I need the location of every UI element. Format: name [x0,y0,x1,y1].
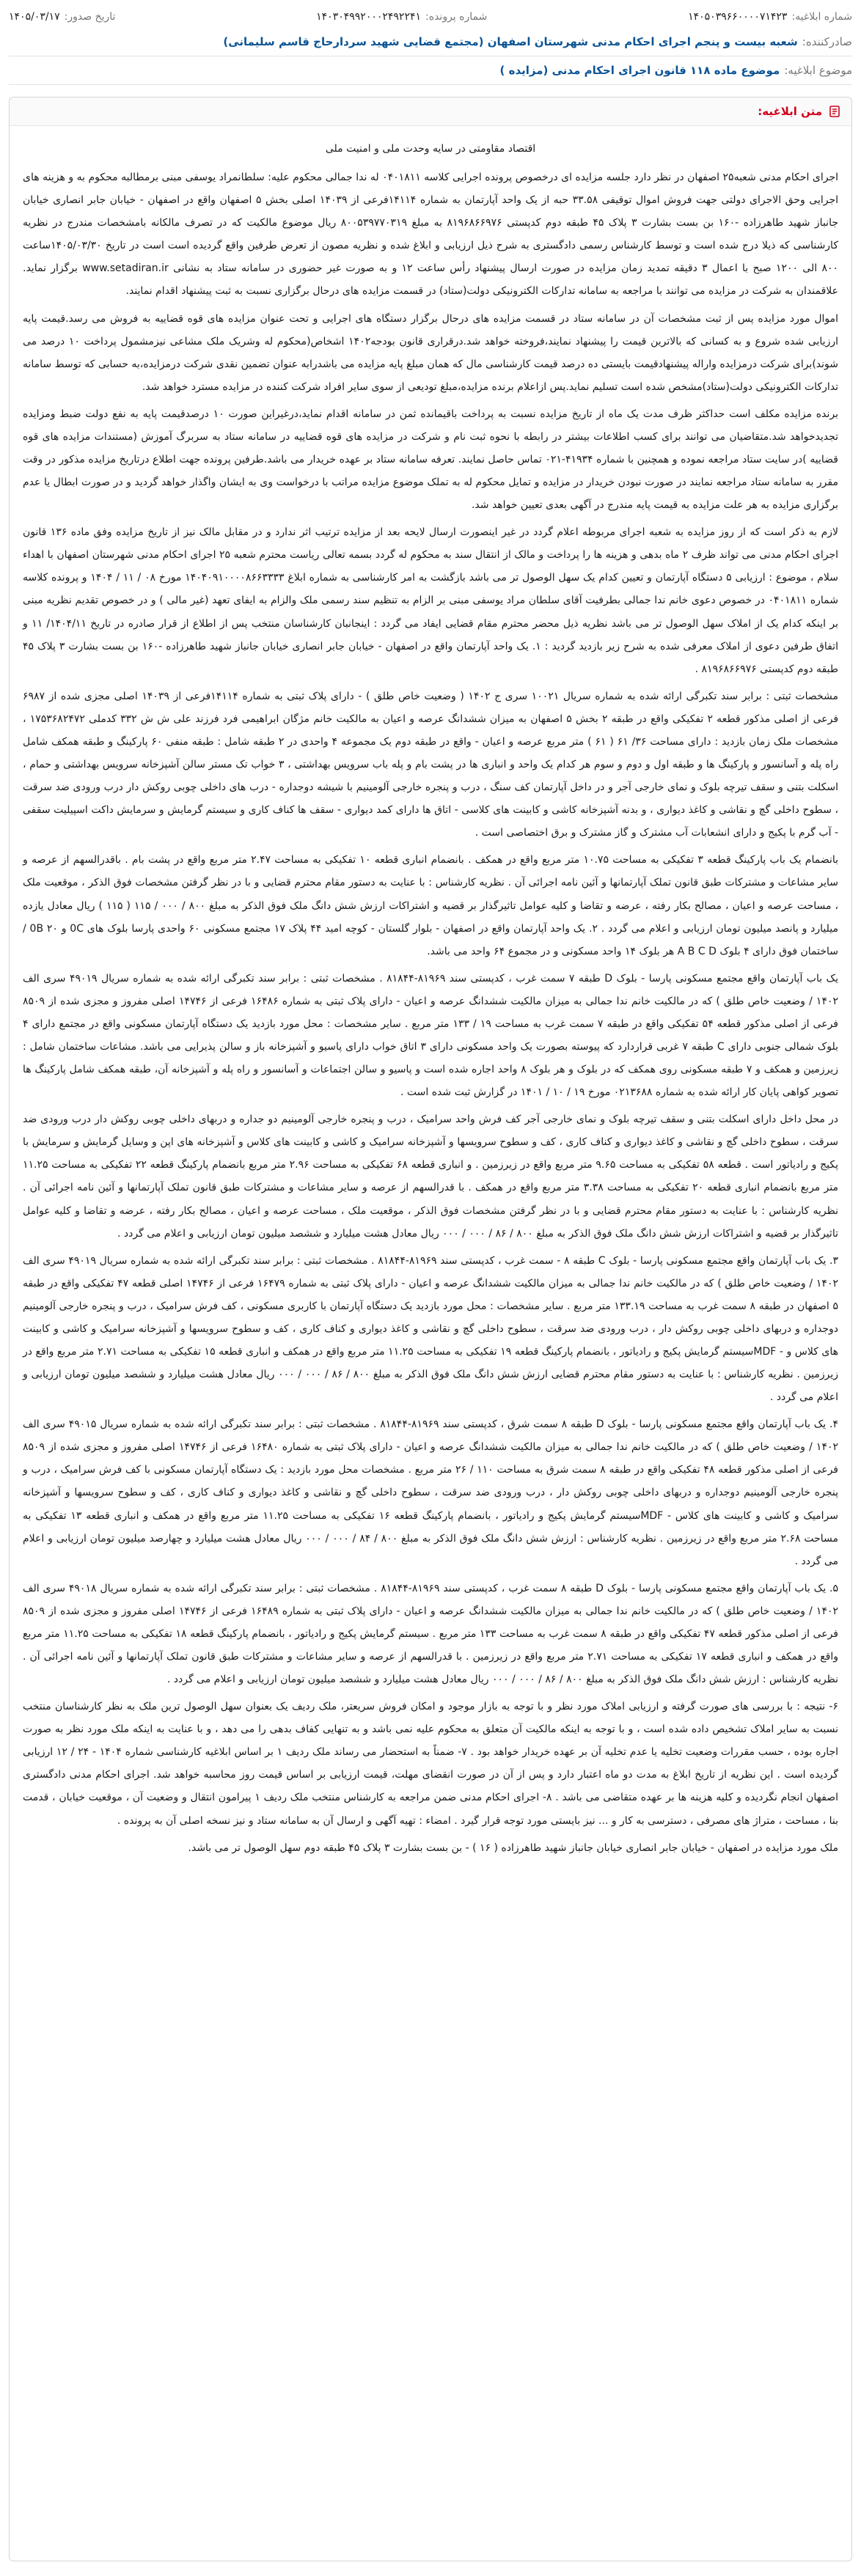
notice-text-body [10,126,851,1876]
paragraph: یک باب آپارتمان واقع مجتمع مسکونی پارسا - بلوک D طبقه ۷ سمت غرب ، کدپستی سند ۸۱۹۶۹-۸۱۸۴۴ . مشخصات ثبتی : برابر سند تکبرگی ارائه شده به شماره سریال ۴۹۰۱۹ سری الف ۱۴۰۲ / وضعیت خاص طلق ) که در مالکیت خانم ندا جمالی به میزان مالکیت ششدانگ عرصه و اعیان - دارای پلاک ثبتی به شماره ۱۶۴۸۶ فرعی از ۱۴۷۴۶ اصلی مفروز و مجزی شده از ۸۵۰۹ فرعی از اصلی مذکور قطعه ۵۴ تفکیکی واقع در طبقه ۷ سمت غرب به مساحت ۱۹ / ۱۳۳ متر مربع . سایر مشخصات : محل مورد بازدید یک دستگاه آپارتمان مسکونی واقع در مجتمع دارای ۴ بلوک شمالی جنوبی دارای C طبقه ۷ غربی قراردارد که پیوسته بصورت یک واحد مسکونی دارای ۳ اتاق خواب دارای پاسیو و آشپزخانه باز و سالن پذیرایی می باشد. مشاعات ساختمان شامل : زیرزمین و همکف و ۷ طبقه مسکونی روی همکف که در بلوک و هر بلوک ۸ واحد اجاره شده است و پاسیو و سالن اجتماعات و آسانسور و راه پله و آشپزخانه آن، طبقه همکف شامل پارکینگ ها تصویر کواهی پایان کار ارائه شده به شماره ۰۲۱۳۶۸۸ مورخ ۱۹ / ۱۰ / ۱۴۰۱ در گزارش ثبت شده است . [23,972,838,1099]
issuer-row [9,28,852,56]
notice-text-card [9,97,852,2561]
paragraph: اجرای احکام مدنی شعبه۲۵ اصفهان در نظر دارد جلسه مزایده ای درخصوص پرونده اجرایی کلاسه ۰۴۰۱۸۱۱ له ندا جمالی محکوم علیه: سلطانمراد یوسفی مبنی برمطالبه محکوم به و هزینه های اجرایی وحق الاجرای دولتی جهت فروش اموال توقیفی ۳۳.۵۸ حبه از یک واحد آپارتمان به شماره ۱۴۱۱۴فرعی از ۱۴۰۳۹ اصلی بخش ۵ اصفهان واقع در اصفهان - خیابان جابر انصاری خیابان جانباز شهید طاهرزاده -۱۶۰ بن بست بشارت ۳ پلاک ۴۵ طبقه دوم کدپستی ۸۱۹۶۸۶۶۹۷۶ به مبلغ ۸۰۰۵۳۹۷۷۰۳۱۹ ریال موضوع مالکیت که در تصرف مالکانه بامشخصات مندرج در نظریه کارشناسی که ذیلا درج شده است و توسط کارشناس رسمی دادگستری به شرح ذیل ارزیابی و ابلاغ شده و نظریه مصون از تعرض طرفین واقع گردیده است است در تاریخ ۱۴۰۵/۰۳/۳۰ساعت ۸۰۰ الی ۱۲۰۰ صبح با اعمال ۳ دقیقه تمدید زمان مزایده در صورت ارسال پیشنهاد رأس ساعت ۱۲ و به صورت غیر حضوری در سامانه ستاد به نشانی www.setadiran.ir برگزار نماید. علاقمندان به شرکت در مزایده می توانند با مراجعه به سامانه تدارکات الکترونیکی دولت(ستاد) در قسمت مزایده های درحال برگزاری نسبت به ثبت پیشنهاد اقدام نمایند. [23,172,839,298]
notice-text-header [10,97,851,126]
subject-row [9,56,852,85]
paragraph: مشخصات ثبتی : برابر سند تکبرگی ارائه شده به شماره سریال ۱۰۰۲۱ سری ج ۱۴۰۲ ( وضعیت خاص طلق ) - دارای پلاک ثبتی به شماره ۱۴۱۱۴فرعی از ۱۴۰۳۹ اصلی مجزی شده از ۶۹۸۷ فرعی از اصلی مذکور قطعه ۲ تفکیکی واقع در طبقه ۲ بخش ۵ اصفهان به میزان ششدانگ عرصه و اعیان به مالکیت خانم مژگان ابراهیمی فرد فرزند علی ش ش ۳۳۲ کدملی ۱۷۵۳۶۸۲۴۷۲ ، مشخصات ملک زمان بازدید : دارای مساحت ۳۶/ ۶۱ ( ۶۱ ) متر مربع عرصه و اعیان - واقع در طبقه دوم یک مجموعه ۴ واحدی در ۲ طبقه شامل : طبقه منفی ۶۰ پارکینگ و طبقه همکف شامل راه پله و آسانسور و پارکینگ ها و طبقه اول و دوم و سوم هر کدام یک واحد و انباری ها در پشت بام و پله باب سرویس بهداشتی ، ۳ خواب تک مستر سالن آشپزخانه سرویس بهداشتی و حمام ، اسکلت بتنی و سقف تیرچه بلوک و نمای خارجی آجر و در داخل آپارتمان کف سنگ ، درب و پنجره خارجی آلومینیم با شیشه دوجداره - درب های داخلی چوبی روکش دار درب ورودی ضد سرقت ، سطوح داخلی گچ و نقاشی و کاغذ دیواری ، و بدنه آشپزخانه کاشی و کابینت های کلاسی - اتاق ها دارای کمد دیواری - سقف ها کناف کاری و سیستم گرمایش و سرمایش داکت اسپیلیت سقفی - آب گرم با پکیج و دارای انشعابات آب مشترک و گاز مشترک و برق اختصاصی است . [23,690,839,839]
paragraph: لازم به ذکر است که از روز مزایده به شعبه اجرای مربوطه اعلام گردد در غیر اینصورت ارسال لایحه بعد از مزایده ترتیب اثر ندارد و در مقابل مالک نیز از تاریخ مزایده وفق ماده ۱۳۶ قانون اجرای احکام مدنی می تواند ظرف ۲ ماه بدهی و هزینه ها را پرداخت و مالک از انتقال سند به محکوم له گردد بسمه تعالی ریاست محترم شعبه ۲۵ اجرای احکام مدنی شهرستان اصفهان با اهداء سلام ، موضوع : ارزیابی ۵ دستگاه آپارتمان و تعیین کدام یک سهل الوصول تر می باشد بازگشت به امر کارشناسی به شماره ابلاغ ۱۴۰۴۰۹۱۰۰۰۰۸۶۶۳۳۳۳ مورخ ۰۸ / ۱۱ / ۱۴۰۴ و پرونده کلاسه شماره ۰۴۰۱۸۱۱ در خصوص دعوی خانم ندا جمالی بطرفیت آقای سلطان مراد یوسفی مبنی بر الزام به تنظیم سند رسمی ملک والزام به ایفای تعهد (غیر مالی ) و در خصوص تقدیم نظریه مبنی بر اینکه کدام یک از املاک سهل الوصول تر می باشد نظریه ذیل محضر محترم مقام قضایی ایفاد می گردد : اینجانبان کارشناسان منتخب پس از اطلاع از قرار صادره در تاریخ ۱۴۰۴/۱۱/ ۱۱ و اتفاق طرفین دعوی از املاک معرفی شده به شرح زیر بازدید گردید : ۱. یک واحد آپارتمان واقع در اصفهان - خیابان جابر انصاری خیابان جانباز شهید طاهرزاده -۱۶۰ بن بست بشارت ۳ پلاک ۴۵ طبقه دوم کدپستی ۸۱۹۶۸۶۶۹۷۶ . [23,526,839,675]
paragraph: اموال مورد مزایده پس از ثبت مشخصات آن در سامانه ستاد در قسمت مزایده های درحال برگزار دستگاه های اجرایی و تحت عنوان مزایده های قوه قضاییه به فروش می رسد.قیمت پایه ارزیابی شده شروع و به کسانی که بالاترین قیمت را پیشنهاد نمایند،فروخته خواهد شد.درقراری قانون بودجه۱۴۰۲ اشخاص(محکوم له وشریک ملک مشاعی نیزمشمول پرداخت ۱۰ درصد می شوند)برای شرکت درمزایده واراله پیشنهادقیمت بایستی ده درصد قیمت کارشناسی مال که همان مبلغ پایه مزایده می باشدرابه عنوان تضمین نقدی شرکت درمزایده،به حسابی که توسط سامانه تدارکات الکترونیکی دولت(ستاد)مشخص شده است تسلیم نماید.پس ازاعلام برنده مزایده،مبلغ تودیعی از سوی سایر افراد شرکت کننده در مزایده مسترد خواهد شد. [23,312,838,393]
subject-value: موضوع ماده ۱۱۸ قانون اجرای احکام مدنی (مزایده ) [499,64,780,77]
paragraph: ۵. یک باب آپارتمان واقع مجتمع مسکونی پارسا - بلوک D طبقه ۸ سمت غرب ، کدپستی سند ۸۱۹۶۹-۸۱۸۴۴ . مشخصات ثبتی : برابر سند تکبرگی ارائه شده به شماره سریال ۴۹۰۱۸ سری الف ۱۴۰۲ / وضعیت خاص طلق ) که در مالکیت خانم ندا جمالی به میزان مالکیت ششدانگ عرصه و اعیان - دارای پلاک ثبتی به شماره ۱۶۴۸۹ فرعی از ۱۴۷۴۶ اصلی مفروز و مجزی شده از ۸۵۰۹ فرعی از اصلی مذکور قطعه ۴۷ تفکیکی واقع در طبقه ۸ سمت غرب به مساحت ۱۳۳ متر مربع . سیستم گرمایش پکیج و رادیاتور ، بانضمام پارکینگ قطعه ۱۸ تفکیکی به مساحت ۱۱.۲۵ متر مربع واقع در همکف و انباری قطعه ۱۷ تفکیکی به مساحت ۲.۷۱ متر مربع واقع در زیرزمین . با قدرالسهم از عرصه و سایر مشاعات و مشترکات طبق قانون تملک آپارتمانها و آئین نامه اجرائی آن . نظریه کارشناس : ارزش شش دانگ ملک فوق الذکر به مبلغ ۸۰۰ / ۸۶ / ۰۰۰ / ۰۰۰ ریال معادل هشت میلیارد و ششصد میلیون تومان ارزیابی و اعلام می گردد . [23,1582,839,1686]
paragraph: ۶- نتیجه : با بررسی های صورت گرفته و ارزیابی املاک مورد نظر و با توجه به بازار موجود و امکان فروش سریعتر، ملک ردیف یک بعنوان سهل الوصول ترین ملک به نظر کارشناسان منتخب نسبت به سایر املاک تشخیص داده شده است ، و با توجه به اینکه مالکیت آن متعلق به محکوم علیه نمی باشد و به تنهایی کفاف بدهی را می دهد ، و با عنایت به اینکه ملک مورد نظر به صورت اجاره بوده ، حسب مقررات وضعیت تخلیه یا عدم تخلیه آن بر عهده خریدار خواهد بود . ۷- ضمناً به استحضار می رساند ملک ردیف ۱ بر اساس ابلاغیه کارشناسی شماره ۱۴۰۴ - ۲۴ / ۱۲ ارزیابی گردیده است . این نظریه از تاریخ ابلاغ به مدت دو ماه اعتبار دارد و پس از آن در صورت انقضای مهلت، قیمت ارزیابی بر اساس قیمت روز محاسبه خواهد شد. اجرای احکام مدنی دادگستری اصفهان انجام نگردیده و کلیه هزینه ها بر عهده متقاضی می باشد . ۸- اجرای احکام مدنی ضمن مراجعه به کارشناس منتخب ملک ردیف ۱ پیرامون انتقال و وضعیت آن ، موقعیت خیابان ، قدمت بنا ، مساحت ، متراژ های مصرفی ، دسترسی به کار و ... نیز بایستی مورد توجه قرار گیرد . امضاء : تهیه آگهی و ارسال آن به سامانه ستاد و نیز نسخه اصلی آن به پرونده . [23,1701,839,1827]
notice-number-value: ۱۴۰۵۰۳۹۶۶۰۰۰۰۷۱۴۲۳ [688,11,788,23]
paragraph: بانضمام یک باب پارکینگ قطعه ۳ تفکیکی به مساحت ۱۰.۷۵ متر مربع واقع در همکف . بانضمام انباری قطعه ۱۰ تفکیکی به مساحت ۲.۴۷ متر مربع واقع در پشت بام . باقدرالسهم از عرصه و سایر مشاعات و مشترکات طبق قانون تملک آپارتمانها و آئین نامه اجرائی آن . نظریه کارشناس : با عنایت به دستور مقام محترم قضایی و با در نظر گرفتن مشخصات فوق الذکر ، موقعیت ملک ، مساحت عرصه و اعیان ، مصالح بکار رفته ، عرضه و تقاضا و کلیه عوامل تاثیرگذار بر قضیه و اشتراکات ارزش شش دانگ ملک فوق الذکر به مبلغ ۸۰۰ / ۰۰۰ / ۱۱۵ ( ۱۱۵ ) ریال معادل یازده میلیارد و پانصد میلیون تومان ارزیابی و اعلام می گردد . ۲. یک واحد آپارتمان واقع در اصفهان - بلوار گلستان - کوچه امید ۴۴ پلاک ۱۷ مجتمع مسکونی ۶۰ واحدی پارسا بلوک های 0C و 0B ۲۰ / ساختمان فوق دارای ۴ بلوک A B C D هر بلوک ۱۴ واحد مسکونی و در مجموع ۶۴ واحد می باشد. [23,854,839,957]
case-number-value: ۱۴۰۳۰۴۹۹۲۰۰۰۲۴۹۲۲۴۱ [316,11,422,23]
paragraph: ۴. یک باب آپارتمان واقع مجتمع مسکونی پارسا - بلوک D طبقه ۸ سمت شرق ، کدپستی سند ۸۱۹۶۹-۸۱۸۴۴ . مشخصات ثبتی : برابر سند تکبرگی ارائه شده به شماره سریال ۴۹۰۱۵ سری الف ۱۴۰۲ / وضعیت خاص طلق ) که در مالکیت خانم ندا جمالی به میزان مالکیت ششدانگ عرصه و اعیان - دارای پلاک ثبتی به شماره ۱۶۴۸۰ فرعی از ۱۴۷۴۶ اصلی مفروز و مجزی شده از ۸۵۰۹ فرعی از اصلی مذکور قطعه ۴۸ تفکیکی واقع در طبقه ۸ سمت شرق به مساحت ۱۱۰ / ۲۶ متر مربع . مشخصات محل مورد بازدید : یک دستگاه آپارتمان مسکونی با کف فرش سرامیک ، درب و پنجره خارجی آلومینیم دوجداره و دربهای داخلی چوبی روکش دار ، درب ورودی ضد سرقت ، سطوح داخلی گچ و نقاشی و کاغذ دیواری و کناف کاری ، کف و سطوح سرویسها و آشپزخانه سرامیک و کاشی و کابینت های کلاس - MDFسیستم گرمایش پکیج و رادیاتور ، بانضمام پارکینگ قطعه ۱۶ تفکیکی به مساحت ۱۱.۲۵ متر مربع واقع در همکف و انباری قطعه ۱۳ تفکیکی به مساحت ۲.۶۸ متر مربع واقع در زیرزمین . نظریه کارشناس : ارزش شش دانگ ملک فوق الذکر به مبلغ ۸۰۰ / ۸۴ / ۰۰۰ / ۰۰۰ ریال معادل هشت میلیارد و چهارصد میلیون تومان ارزیابی و اعلام می گردد . [23,1418,839,1567]
issue-date-value: ۱۴۰۵/۰۳/۱۷ [9,11,60,23]
notice-meta [9,6,852,28]
notice-page [9,0,852,2561]
issue-date [9,11,115,23]
case-number-label: شماره پرونده: [425,11,488,23]
document-icon [828,105,841,118]
notice-text-title: متن ابلاغیه: [758,105,822,118]
notice-number [688,11,852,23]
paragraph: ملک مورد مزایده در اصفهان - خیابان جابر انصاری خیابان جانباز شهید طاهرزاده ( ۱۶ ) - بن بست بشارت ۳ پلاک ۴۵ طبقه دوم سهل الوصول تر می باشد. [188,1841,838,1854]
issuer-label: صادرکننده: [802,35,852,48]
paragraph: برنده مزایده مکلف است حداکثر ظرف مدت یک ماه از تاریخ مزایده نسبت به پرداخت باقیمانده ثمن در سامانه اقدام نماید،درغیراین صورت ۱۰ درصدقیمت پایه به نفع دولت ضبط ومزایده تجدیدخواهد شد.متقاضیان می توانند برای کسب اطلاعات بیشتر در رابطه با نحوه ثبت نام و شرکت در مزایده های قوه قضاییه در سامانه ستاد به سربرگ آموزش (مستندات مزایده های قوه قضاییه )در سایت ستاد مراجعه نموده و همچنین با شماره ۴۱۹۳۴-۰۲۱ تماس حاصل نمایند. تعرفه سامانه ستاد بر عهده خریدار می باشد.طرفین پرونده جهت اطلاع درتاریخ مزایده مذکور در وقت مقرر به سامانه ستاد مراجعه نمایند در صورت نبودن خریدار در مزایده و تمایل محکوم له به تملک موضوع مزایده مراتب با درخواست وی به ایشان واگذار خواهد گردید و در صورت ابطال یا عدم برگزاری مزایده به هر علت مزایده به قیمت پایه مندرج در آگهی بعدی تعیین خواهد شد. [23,408,839,512]
issue-date-label: تاریخ صدور: [64,11,116,23]
notice-number-label: شماره ابلاغیه: [791,11,852,23]
case-number [316,11,487,23]
issuer-value: شعبه بیست و پنجم اجرای احکام مدنی شهرستان اصفهان (مجتمع قضایی شهید سردار‌حاج قاسم سلیمانی) [223,35,798,48]
subject-label: موضوع ابلاغیه: [784,64,852,77]
intro-line: اقتصاد مقاومتی در سایه وحدت ملی و امنیت ملی [325,143,536,155]
paragraph: در محل داخل دارای اسکلت بتنی و سقف تیرچه بلوک و نمای خارجی آجر کف فرش واحد سرامیک ، درب و پنجره خارجی آلومینیم دو جداره و دربهای داخلی چوبی روکش دار درب ورودی ضد سرقت ، سطوح داخلی گچ و نقاشی و کاغذ دیواری و کناف کاری ، کف و سطوح سرویسها و آشپزخانه سرامیک و کاشی و کابینت های کلاس و آشپزخانه های اپن و وسایل گرمایش و سرمایش با پکیج و رادیاتور است . قطعه ۵۸ تفکیکی به مساحت ۹.۶۵ متر مربع واقع در زیرزمین . و انباری قطعه ۶۸ تفکیکی به مساحت ۲.۹۶ متر مربع بانضمام پارکینگ قطعه ۲۲ تفکیکی به مساحت ۱۱.۲۵ متر مربع بانضمام انباری قطعه ۲۰ تفکیکی به مساحت ۳.۳۸ متر مربع واقع در همکف . با قدرالسهم از عرصه و سایر مشاعات و مشترکات طبق قانون تملک آپارتمانها و آئین نامه اجرائی آن . نظریه کارشناس : با عنایت به دستور مقام محترم قضایی و با در نظر گرفتن مشخصات فوق الذکر ، موقعیت ملک ، مساحت عرصه و اعیان ، مصالح بکار رفته ، عرضه و تقاضا و کلیه عوامل تاثیرگذار بر قضیه و اشتراکات ارزش شش دانگ ملک فوق الذکر به مبلغ ۸۰۰ / ۸۶ / ۰۰۰ / ۰۰۰ ریال معادل هشت میلیارد و ششصد میلیون تومان ارزیابی و اعلام می گردد . [23,1114,839,1240]
paragraph: ۳. یک باب آپارتمان واقع مجتمع مسکونی پارسا - بلوک C طبقه ۸ - سمت غرب ، کدپستی سند ۸۱۹۶۹-۸۱۸۴۴ . مشخصات ثبتی : برابر سند تکبرگی ارائه شده به شماره سریال ۴۹۰۱۹ سری الف ۱۴۰۲ / وضعیت خاص طلق ) که در مالکیت خانم ندا جمالی به میزان مالکیت ششدانگ عرصه و اعیان - دارای پلاک ثبتی به شماره ۱۶۴۷۹ فرعی از ۱۴۷۴۶ اصلی قطعه ۴۷ تفکیکی واقع در طبقه ۵ اصفهان در طبقه ۸ سمت غرب به مساحت ۱۳۳.۱۹ متر مربع . سایر مشخصات : محل مورد بازدید یک دستگاه آپارتمان با کاربری مسکونی ، کف فرش سرامیک ، درب و پنجره خارجی آلومینیم دوجداره و دربهای داخلی چوبی روکش دار ، درب ورودی ضد سرقت ، سطوح داخلی گچ و نقاشی و کاغذ دیواری و کناف کاری ، کف و سطوح سرویسها و آشپزخانه سرامیک و کاشی و کابینت های کلاس و - MDFسیستم گرمایش پکیج و رادیاتور ، بانضمام پارکینگ قطعه ۱۹ تفکیکی به مساحت ۱۱.۲۵ متر مربع واقع در همکف و انباری قطعه ۱۵ تفکیکی به مساحت ۲.۷۱ متر مربع واقع در زیرزمین . نظریه کارشناس : با عنایت به دستور مقام محترم قضایی ارزش شش دانگ ملک فوق الذکر به مبلغ ۸۰۰ / ۸۶ / ۰۰۰ / ۰۰۰ ریال معادل هشت میلیارد و ششصد میلیون تومان ارزیابی و اعلام می گردد . [23,1254,838,1404]
